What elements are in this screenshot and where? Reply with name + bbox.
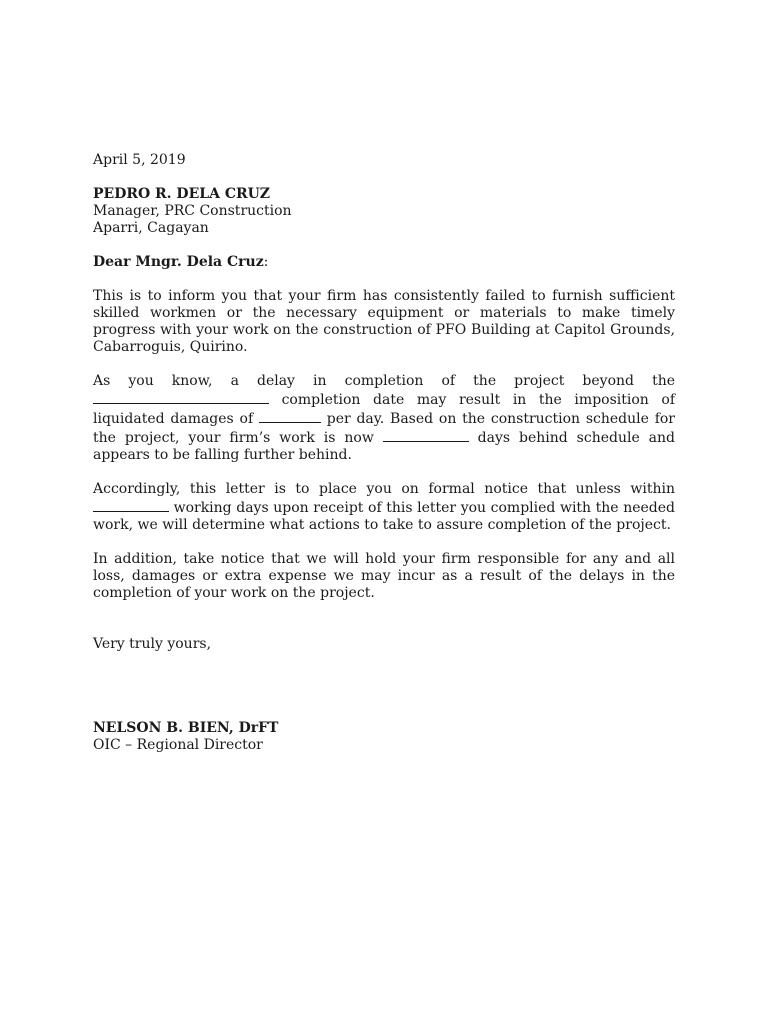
signatory-title: OIC – Regional Director <box>93 737 263 753</box>
salutation-name: Mngr. Dela Cruz <box>135 254 264 270</box>
salutation-colon: : <box>263 254 269 270</box>
recipient-block <box>93 186 675 237</box>
days-behind-blank <box>383 428 469 442</box>
paragraph-delay-part3: per day. Based on the construction schedule for the project, your firm’s work is now <box>93 411 675 446</box>
paragraph-delay-part1: As you know, a delay in completion of the project beyond the <box>93 373 675 389</box>
paragraph-formal-notice <box>93 481 675 534</box>
letter-date: April 5, 2019 <box>93 152 186 168</box>
paragraph-delay-part2: completion date may result in the imposition of liquidated damages of <box>93 392 675 427</box>
closing-phrase: Very truly yours, <box>93 636 212 652</box>
letter-body <box>93 152 675 753</box>
recipient-name: PEDRO R. DELA CRUZ <box>93 186 271 202</box>
signature-block <box>93 720 278 754</box>
paragraph-delay-part4: days behind schedule and appears to be falling further behind. <box>93 430 675 463</box>
paragraph-formal-notice-part2: working days upon receipt of this letter you complied with the needed work, we will determine what actions to take to assure completion of the project. <box>93 500 675 533</box>
damages-amount-blank <box>259 409 321 423</box>
paragraph-responsibility: In addition, take notice that we will hold your firm responsible for any and all loss, damages or extra expense we may incur as a result of the delays in the completion of your work on the project. <box>93 551 675 601</box>
paragraph-delay <box>93 373 675 464</box>
paragraph-notice: This is to inform you that your firm has consistently failed to furnish sufficient skilled workmen or the necessary equipment or materials to make timely progress with your work on the construction of PFO Building at Capitol Grounds, Cabarroguis, Quirino. <box>93 288 675 355</box>
completion-date-blank <box>93 390 269 404</box>
salutation-prefix: Dear <box>93 254 136 270</box>
salutation <box>93 254 675 271</box>
recipient-address: Aparri, Cagayan <box>93 220 209 236</box>
paragraph-formal-notice-part1: Accordingly, this letter is to place you on formal notice that unless within <box>93 481 675 497</box>
recipient-title: Manager, PRC Construction <box>93 203 292 219</box>
signatory-name: NELSON B. BIEN, DrFT <box>93 720 279 736</box>
working-days-blank <box>93 498 169 512</box>
